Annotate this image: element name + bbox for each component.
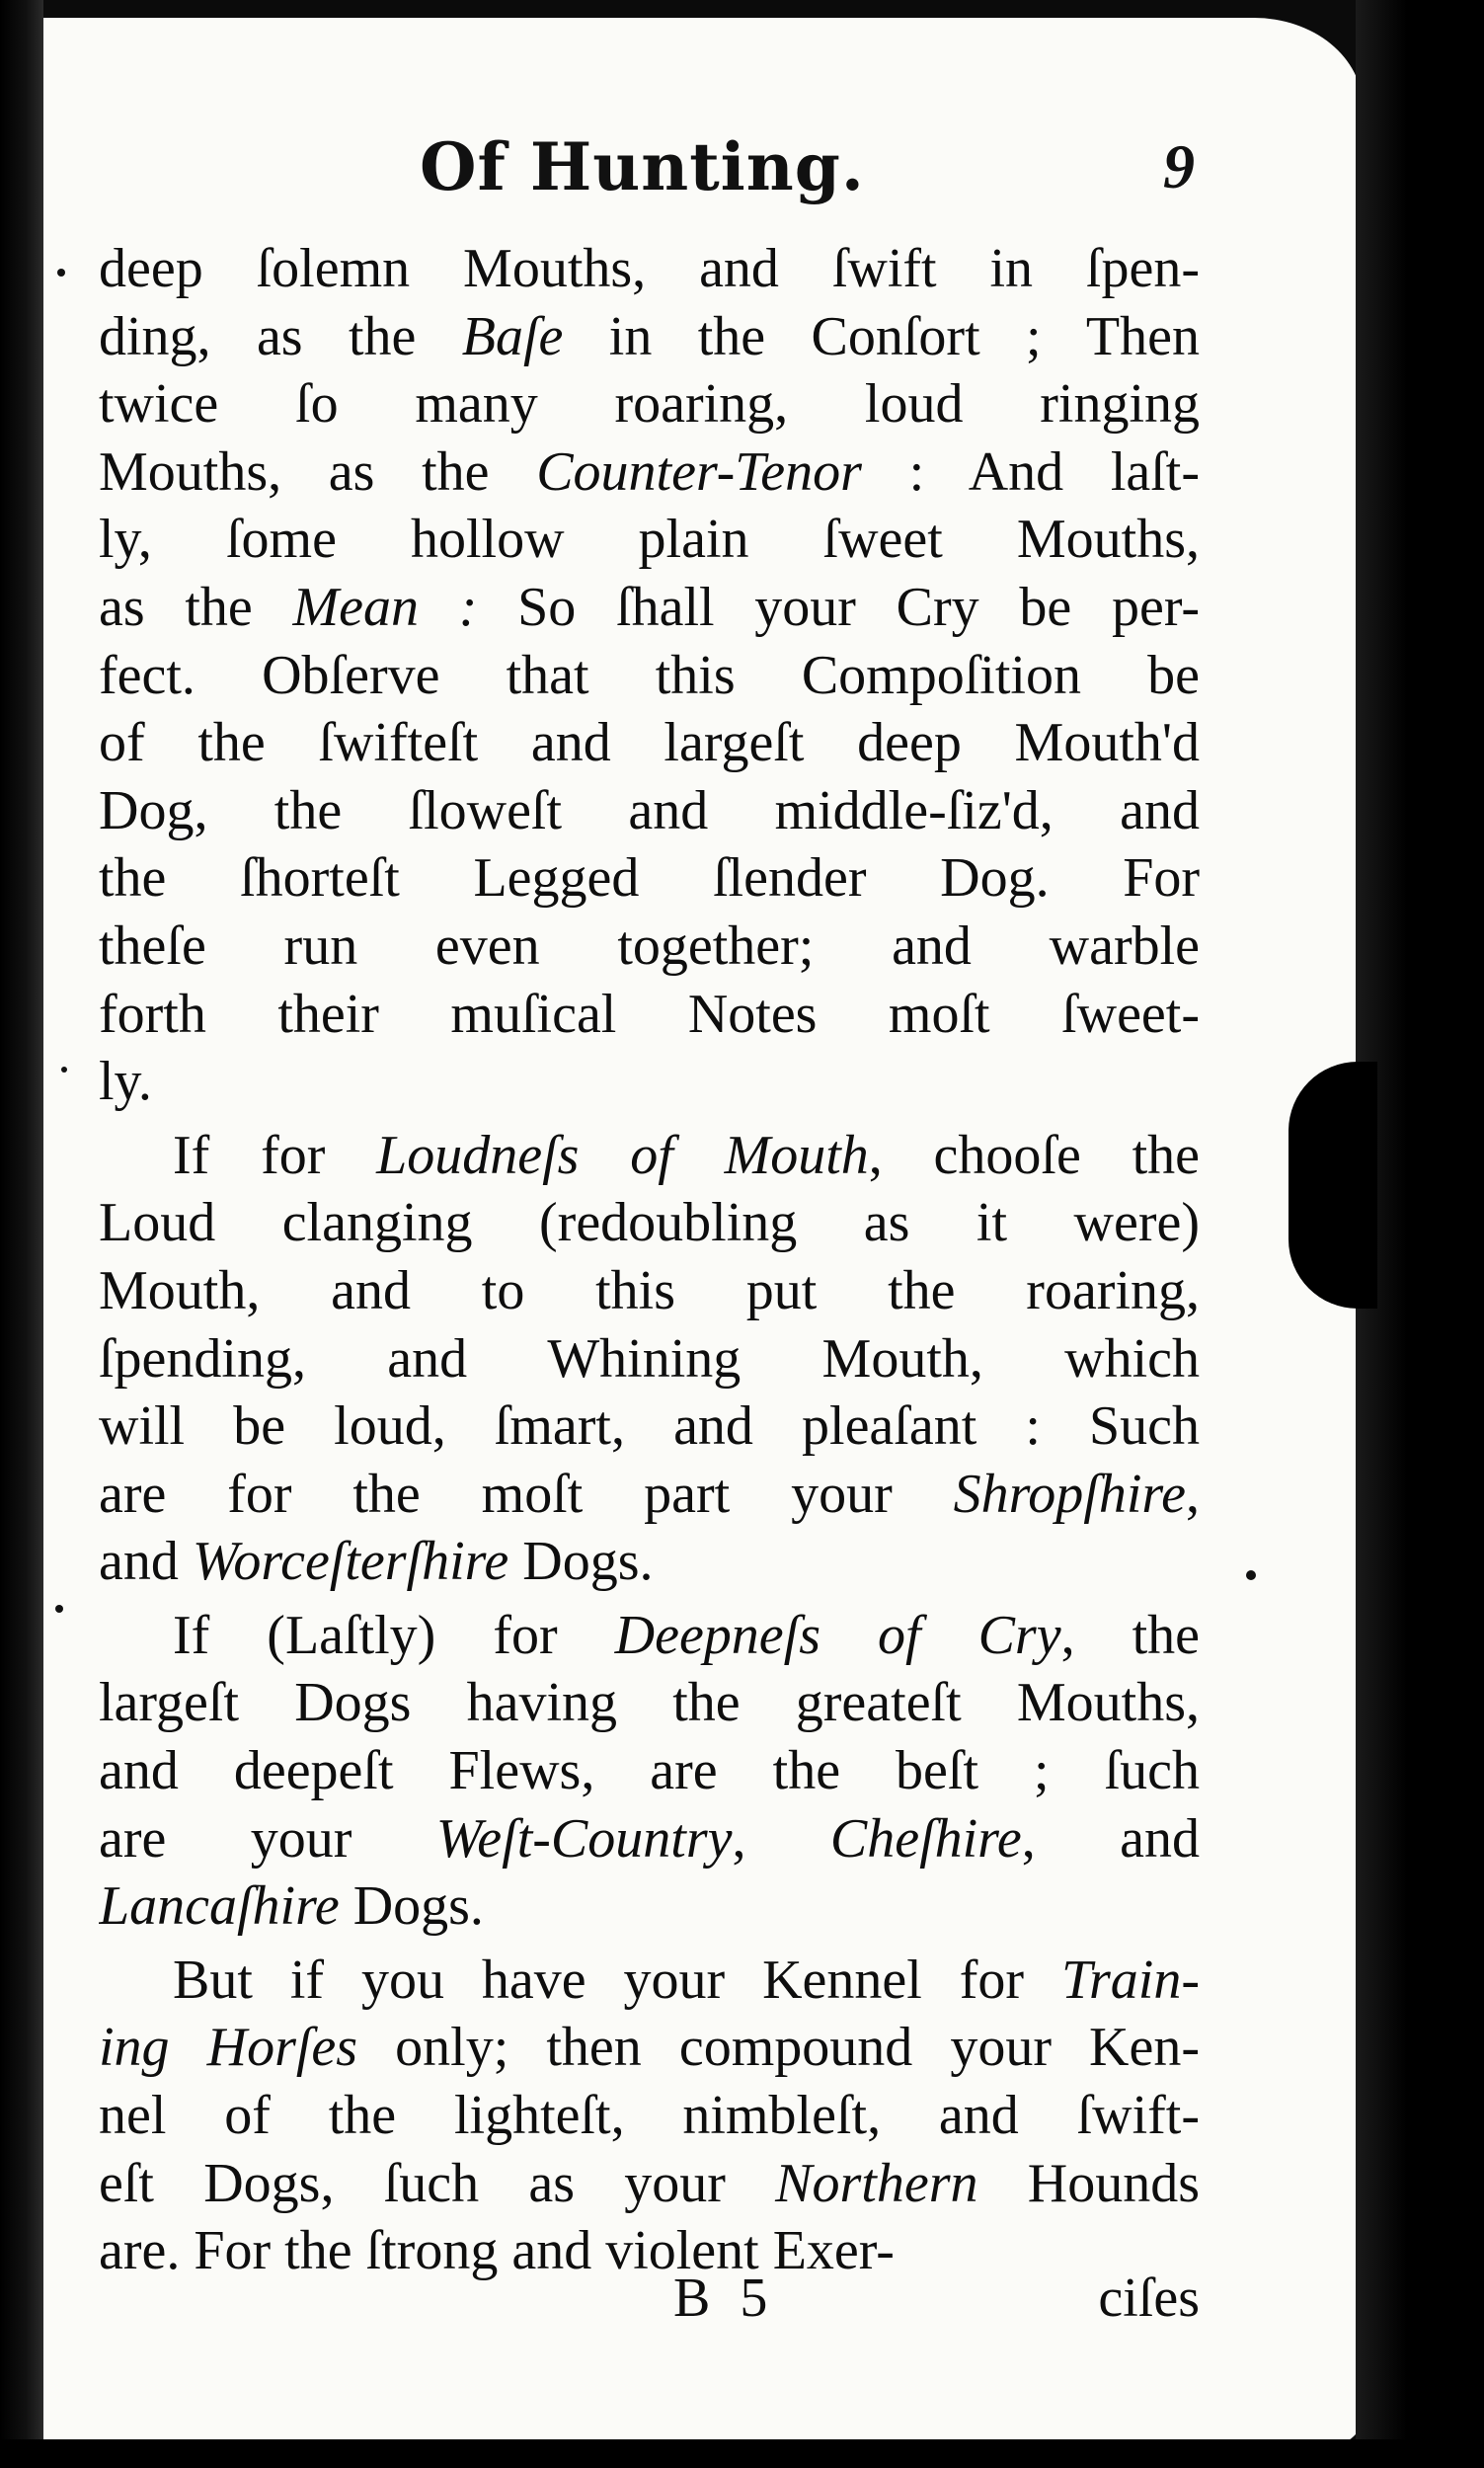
text-line: If (Laſtly) for Deepneſs of Cry, the bbox=[173, 1604, 1200, 1666]
text-line: and deepeſt Flews, are the beſt ; ſuch bbox=[99, 1740, 1200, 1802]
italic-text: Worceſterſhire bbox=[192, 1531, 509, 1593]
italic-text: Counter-Tenor bbox=[536, 440, 862, 503]
text-line: the ſhorteſt Legged ſlender Dog. For bbox=[99, 847, 1200, 910]
text-line: ly. bbox=[99, 1051, 152, 1113]
ink-speck bbox=[57, 269, 65, 277]
body-text bbox=[99, 235, 1200, 2285]
ink-speck bbox=[61, 1067, 67, 1073]
italic-text: ing Horſes bbox=[99, 2017, 358, 2079]
text-line: and Worceſterſhire Dogs. bbox=[99, 1531, 654, 1593]
catchword: ciſes bbox=[1098, 2268, 1200, 2329]
text-line: ing Horſes only; then compound your Ken- bbox=[99, 2017, 1200, 2079]
running-head: Of Hunting. bbox=[420, 128, 865, 205]
paragraph bbox=[99, 235, 1200, 1116]
page-number: 9 bbox=[1163, 131, 1195, 201]
binding-edge bbox=[0, 0, 43, 2468]
text-line: eſt Dogs, ſuch as your Northern Hounds bbox=[99, 2152, 1200, 2214]
text-line: are your Weſt-Country, Cheſhire, and bbox=[99, 1807, 1200, 1870]
paragraph bbox=[99, 1947, 1200, 2285]
clip-shadow bbox=[1289, 1062, 1377, 1309]
italic-text: Cheſhire bbox=[829, 1807, 1022, 1870]
italic-text: Loudneſs of Mouth bbox=[376, 1124, 869, 1186]
italic-text: Deepneſs of Cry bbox=[614, 1604, 1061, 1666]
text-line: theſe run even together; and warble bbox=[99, 915, 1200, 977]
text-line: Dog, the ſloweſt and middle-ſiz'd, and bbox=[99, 779, 1200, 841]
text-line: ly, ſome hollow plain ſweet Mouths, bbox=[99, 509, 1200, 571]
text-line: as the Mean : So ſhall your Cry be per- bbox=[99, 576, 1200, 638]
page-header bbox=[99, 128, 1195, 227]
italic-text: Weſt-Country bbox=[435, 1807, 733, 1870]
text-line: nel of the lighteſt, nimbleſt, and ſwift- bbox=[99, 2085, 1200, 2147]
text-line: Loud clanging (redoubling as it were) bbox=[99, 1192, 1200, 1254]
bottom-edge bbox=[0, 2439, 1484, 2468]
text-line: deep ſolemn Mouths, and ſwift in ſpen- bbox=[99, 238, 1200, 299]
text-line: But if you have your Kennel for Train- bbox=[173, 1949, 1200, 2011]
text-line: largeſt Dogs having the greateſt Mouths, bbox=[99, 1672, 1200, 1734]
text-line: ding, as the Baſe in the Conſort ; Then bbox=[99, 305, 1200, 367]
text-line: fect. Obſerve that this Compoſition be bbox=[99, 644, 1200, 706]
italic-text: Baſe bbox=[461, 305, 564, 367]
italic-text: Train- bbox=[1060, 1949, 1200, 2011]
text-line: Lancaſhire Dogs. bbox=[99, 1875, 484, 1938]
text-line: of the ſwifteſt and largeſt deep Mouth'd bbox=[99, 712, 1200, 774]
text-line: twice ſo many roaring, loud ringing bbox=[99, 373, 1200, 436]
text-line: will be loud, ſmart, and pleaſant : Such bbox=[99, 1395, 1200, 1458]
text-line: Mouth, and to this put the roaring, bbox=[99, 1259, 1200, 1321]
paragraph bbox=[99, 1602, 1200, 1941]
paragraph bbox=[99, 1122, 1200, 1596]
italic-text: Shropſhire bbox=[953, 1463, 1186, 1525]
italic-text: Mean : bbox=[292, 576, 478, 638]
text-line: forth their muſical Notes moſt ſweet- bbox=[99, 983, 1200, 1045]
ink-speck bbox=[1246, 1570, 1256, 1580]
text-line: are. For the ſtrong and violent Exer- bbox=[99, 2220, 895, 2282]
italic-text: Northern bbox=[775, 2152, 978, 2214]
text-line: ſpending, and Whining Mouth, which bbox=[99, 1327, 1200, 1390]
ink-speck bbox=[55, 1605, 63, 1613]
page-footer bbox=[99, 2267, 1200, 2346]
text-line: are for the moſt part your Shropſhire, bbox=[99, 1463, 1200, 1525]
signature-mark: B 5 bbox=[673, 2268, 776, 2329]
text-line: If for Loudneſs of Mouth, chooſe the bbox=[173, 1124, 1200, 1186]
italic-text: Lancaſhire bbox=[99, 1875, 340, 1938]
text-line: Mouths, as the Counter-Tenor : And laſt- bbox=[99, 440, 1200, 503]
